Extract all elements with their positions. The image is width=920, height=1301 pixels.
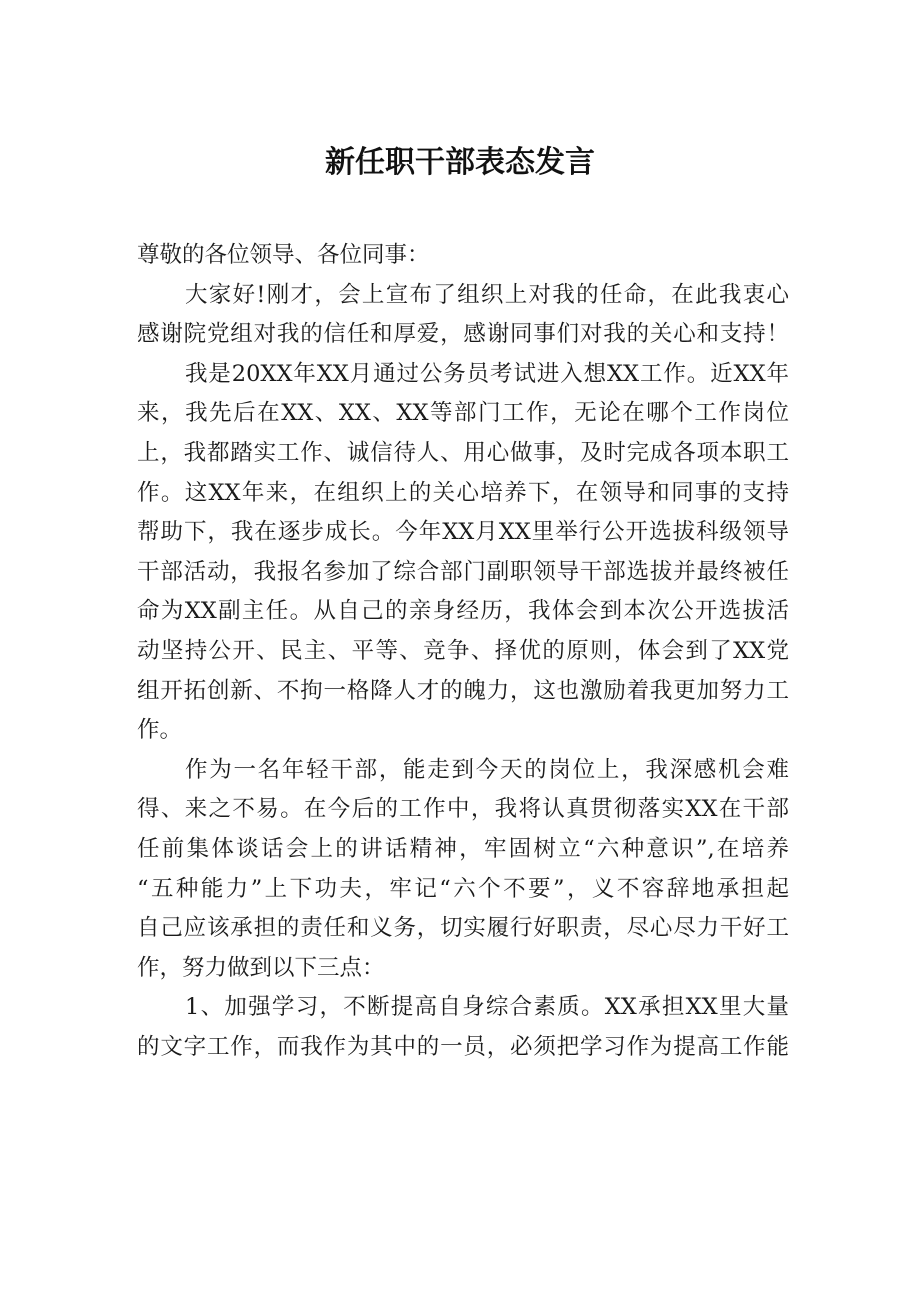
paragraph-line: 来，我先后在XX、XX、XX等部门工作，无论在哪个工作岗位 (137, 400, 789, 427)
paragraph-4 (137, 988, 789, 1067)
paragraph-line: 得、来之不易。在今后的工作中，我将认真贯彻落实XX在干部 (137, 796, 789, 823)
paragraph-line: 任前集体谈话会上的讲话精神，牢固树立“六种意识”,在培养 (137, 835, 789, 862)
paragraph-line: 1、加强学习，不断提高自身综合素质。XX承担XX里大量 (185, 994, 789, 1021)
salutation: 尊敬的各位领导、各位同事： (137, 242, 430, 268)
paragraph-line: 自己应该承担的责任和义务，切实履行好职责，尽心尽力干好工 (137, 915, 789, 942)
document-body (137, 236, 789, 1067)
paragraph-line: 帮助下，我在逐步成长。今年XX月XX里举行公开选拔科级领导 (137, 519, 789, 546)
paragraph-line: 的文字工作，而我作为其中的一员，必须把学习作为提高工作能 (137, 1033, 789, 1060)
paragraph-line: 命为XX副主任。从自己的亲身经历，我体会到本次公开选拔活 (137, 598, 789, 625)
paragraph-line: 动坚持公开、民主、平等、竞争、择优的原则，体会到了XX党 (137, 637, 789, 664)
paragraph-3 (137, 751, 789, 989)
paragraph-2 (137, 355, 789, 751)
paragraph-line: 大家好!刚才，会上宣布了组织上对我的任命，在此我衷心 (185, 281, 789, 308)
paragraph-line: 作。 (137, 717, 183, 744)
document-title: 新任职干部表态发言 (325, 145, 595, 180)
paragraph-line: “五种能力”上下功夫，牢记“六个不要”，义不容辞地承担起 (137, 875, 789, 902)
paragraph-line: 感谢院党组对我的信任和厚爱，感谢同事们对我的关心和支持！ (137, 321, 789, 348)
paragraph-line: 作。这XX年来，在组织上的关心培养下，在领导和同事的支持 (137, 479, 789, 506)
paragraph-line: 干部活动，我报名参加了综合部门副职领导干部选拔并最终被任 (137, 558, 789, 585)
paragraph-1 (137, 276, 789, 355)
paragraph-line: 作为一名年轻干部，能走到今天的岗位上，我深感机会难 (185, 756, 789, 783)
paragraph-line: 组开拓创新、不拘一格降人才的魄力，这也激励着我更加努力工 (137, 677, 789, 704)
paragraph-line: 上，我都踏实工作、诚信待人、用心做事，及时完成各项本职工 (137, 439, 789, 466)
paragraph-line: 作，努力做到以下三点： (137, 954, 385, 981)
paragraph-line: 我是20XX年XX月通过公务员考试进入想XX工作。近XX年 (185, 360, 789, 387)
